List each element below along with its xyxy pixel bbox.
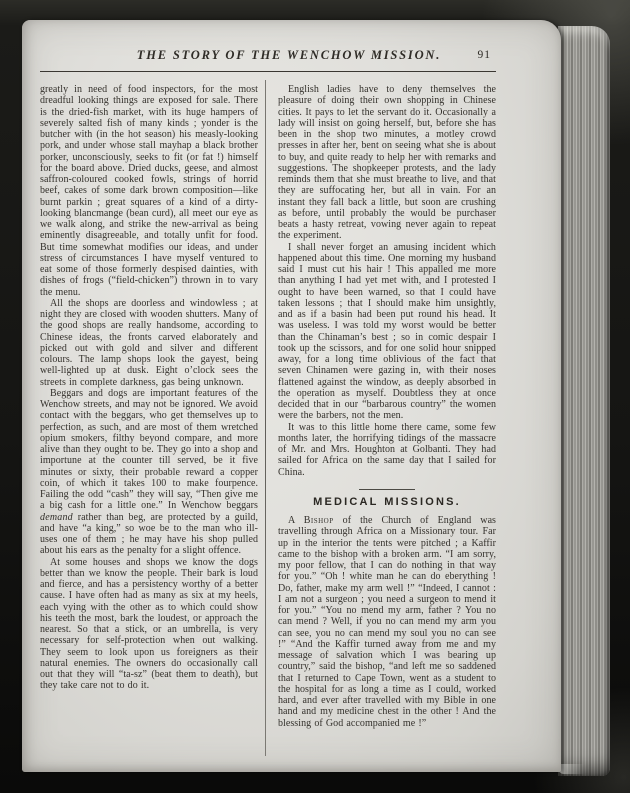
paragraph: greatly in need of food inspectors, for the most dreadful looking things are exposed for sale. There is the dried-fish market, with its huge hampers of severely salted fish of many kinds ; yonder is the butcher with (in the hot season) his measly-looking pork, and under whose stall mayhap a black brother porker, unconsciously, seeks to fit (or fat !) himself for the board above. Dried ducks, geese, and almost saffron-coloured cooked fowls, strings of horrid beef, cakes of some dark brown composition—like burnt parkin ; great squares of a kind of a dirty-looking blancmange (bean curd), all meet our eye as we walk along, and strike the new-arrival as being eminently disagreeable, and totally unfit for food. But time somewhat modifies our ideas, and under stress of circumstances I have myself ventured to eat some of those formerly despised dainties, with dishes of frogs (“field-chicken”) thrown in to vary the menu.	[40, 84, 258, 298]
page-number: 91	[477, 49, 491, 61]
paragraph: At some houses and shops we know the dogs better than we know the people. Their bark is loud and fierce, and has a persistency worthy of a better cause. I have often had as many as six at my heels, each vying with the other as to which could show his teeth the most, bark the loudest, or approach the nearest. So that a stick, or an umbrella, is very necessary for self-protection when out walking. They seem to look upon us foreigners as their natural enemies. The owners do occasionally call out that they will “ta-sz” (beat them to death), but they take care not to do it.	[40, 556, 258, 692]
paragraph: I shall never forget an amusing incident which happened about this time. One morning my husband said I must cut his hair ! This appalled me more than anything I had yet met with, and I protested I ought to have been warned, so that I could have taken lessons ; that I should make him unsightly, and as if a basin had been put round his head. It was useless. I was told my worst would be better than the Chinaman’s best ; so in comic despair I took up the scissors, and for one solid hour snipped away, for a long time oblivious of the fact that seven Chinamen were gazing in, with their noses flattened against the window, as deeply absorbed in the operation as myself. Doubtless they at once decided that in our “barbarous country” the women were the barbers, not the men.	[278, 241, 496, 422]
two-column-text	[40, 84, 496, 729]
paragraph: All the shops are doorless and windowless ; at night they are closed with wooden shutters. Many of the good shops are really handsome, according to Chinese ideas, the fronts carved elaborately and picked out with gold and silver and different colours. The lamp shops look the gayest, being well-lighted up at dusk. Eight o’clock sees the streets in complete darkness, gas being unknown.	[40, 297, 258, 388]
page-title: THE STORY OF THE WENCHOW MISSION.	[136, 48, 442, 62]
left-column	[40, 84, 258, 729]
section-heading: MEDICAL MISSIONS.	[313, 495, 461, 508]
book-page-edges	[558, 26, 610, 776]
page-text-area	[40, 20, 496, 772]
paragraph: English ladies have to deny themselves the pleasure of doing their own shopping in Chinese cities. It pays to let the servant do it. Occasionally a lady will insist on going herself, but, before she has been in the shop two minutes, a motley crowd presses in after her, bent on seeing what she is about to buy, and quite ready to help her with remarks and suggestions. The shopkeeper protests, and the lady reminds them that she must breathe to live, and that they are suffocating her, but all in vain. For an instant they fall back a little, but soon are crushing as before, until probably the would be purchaser beats a hasty retreat, vowing never again to repeat the experiment.	[278, 84, 496, 242]
column-divider-rule	[265, 80, 266, 756]
book-page	[22, 20, 561, 772]
running-header	[40, 48, 496, 64]
right-column	[278, 84, 496, 729]
paragraph: It was to this little home there came, some few months later, the horrifying tidings of the massacre of Mr. and Mrs. Houghton at Golbanti. They had sailed for Africa on the same day that I sailed for China.	[278, 421, 496, 478]
paragraph: Beggars and dogs are important features of the Wenchow streets, and may not be ignored. We avoid contact with the beggars, who get themselves up to perfection, as such, and are most of them wretched opium smokers, filthy beyond compare, and more alive than they ought to be. They go into a shop and importune at the counter till served, be it five minutes or sixty, their probable reward a copper coin, of which it takes 100 to make fourpence. Failing the odd “cash” they will say, “Then give me a big cash for a little one.” In Wenchow beggars demand rather than beg, are protected by a guild, and have “a king,” so woe be to the man who ill-uses one of them ; he may have his shop pulled about his ears as the penalty for a slight offence.	[40, 387, 258, 557]
header-rule	[40, 71, 496, 72]
section-divider-rule	[359, 489, 415, 490]
paragraph: A Bishop of the Church of England was travelling through Africa on a Missionary tour. Far up in the interior the tents were pitched ; a Kaffir came to the bishop with a broken arm. “I am sorry, my poor fellow, that I can do nothing in that way for you.” “Oh ! white man he can do eberything ! Do, father, make my arm well !” “Indeed, I cannot : I am not a surgeon ; you need a surgeon to mend it for you.” “You no mend my arm, father ? You no can mend ? Well, if you no can mend my arm you can see, you no can mend my soul you no can see !” “And the Kaffir turned away from me and my message of salvation which I was bearing up country,” said the bishop, “and left me so saddened that I returned to Cape Town, went as a student to the hospital for as long a time as I could, worked hard, and ever after travelled with my Bible in one hand and my medicine chest in the other ! And the blessing of God accompanied me !”	[278, 515, 496, 729]
